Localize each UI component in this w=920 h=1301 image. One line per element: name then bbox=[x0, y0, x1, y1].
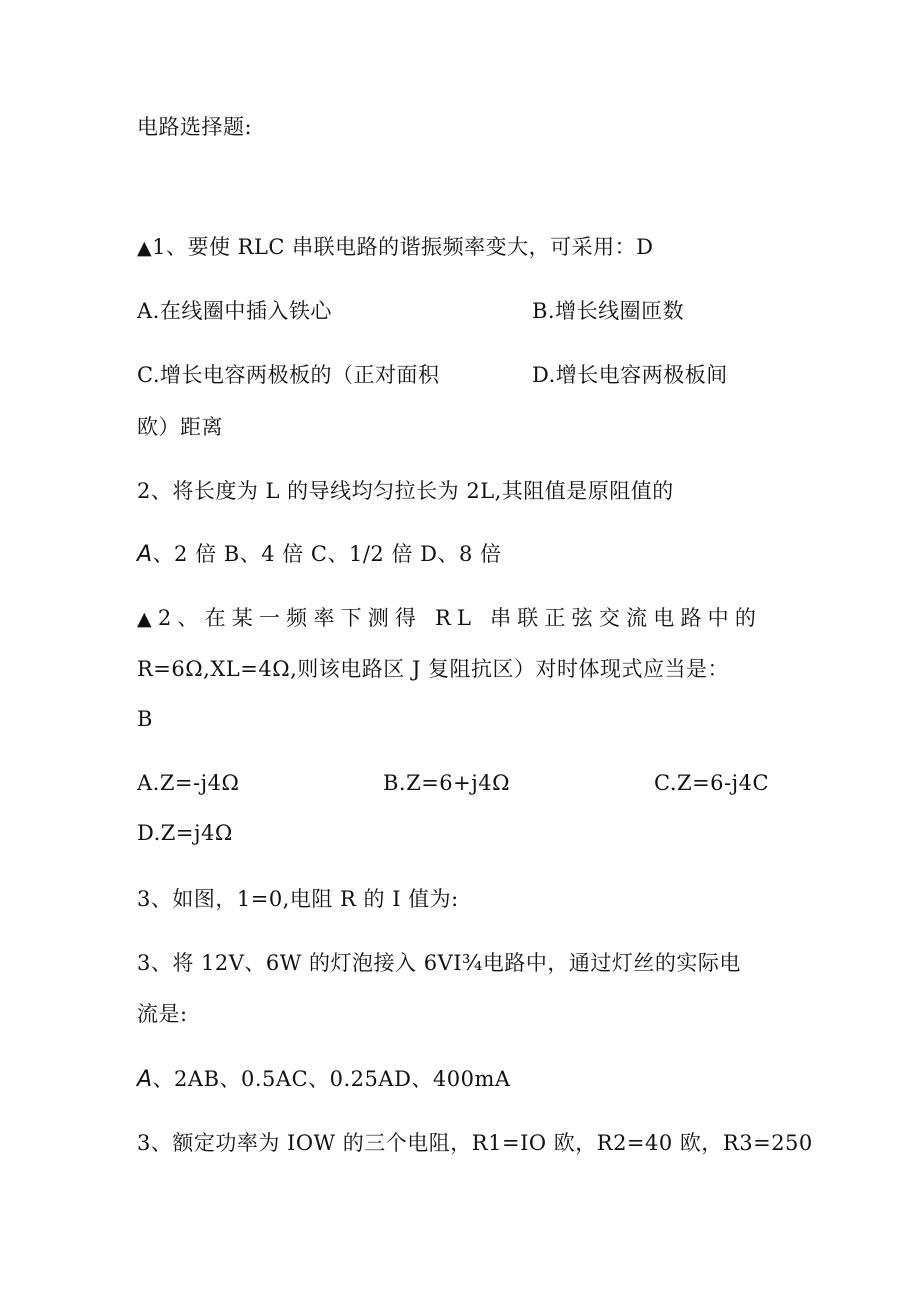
question-2-options bbox=[137, 540, 502, 569]
question-6-stem: 3、额定功率为 IOW 的三个电阻，R1=IO 欧，R2=40 欧，R3=250 bbox=[137, 1131, 813, 1155]
question-1-option-c-cont: 欧）距离 bbox=[137, 415, 223, 439]
triangle-marker-icon: ▲ bbox=[137, 608, 158, 630]
question-2-stem: 2、将长度为 L 的导线均匀拉长为 2L,其阻值是原阻值的 bbox=[137, 479, 674, 503]
question-1-stem bbox=[137, 233, 654, 262]
question-1-text: 1、要使 RLC 串联电路的谐振频率变大，可采用：D bbox=[152, 235, 654, 259]
option-a-label: A bbox=[137, 542, 153, 567]
question-1-option-b: B.增长线圈匝数 bbox=[532, 299, 685, 323]
question-3-option-d: D.Z=j4Ω bbox=[137, 821, 233, 845]
question-5-options bbox=[137, 1065, 511, 1094]
question-3-text: 2、在某一频率下测得 RL 串联正弦交流电路中的 bbox=[157, 606, 763, 630]
option-a-label: A bbox=[137, 1067, 153, 1092]
question-3-stem-line2: R=6Ω,XL=4Ω,则该电路区 J 复阻抗区）对时体现式应当是： bbox=[137, 657, 730, 681]
question-1-option-c: C.增长电容两极板的（正对面积 bbox=[137, 363, 440, 387]
question-3-answer: B bbox=[137, 707, 153, 731]
question-1-option-a: A.在线圈中插入铁心 bbox=[137, 299, 332, 323]
question-3-option-a: A.Z=-j4Ω bbox=[137, 771, 240, 795]
question-1-option-d: D.增长电容两极板间 bbox=[532, 363, 728, 387]
question-5-stem-line1: 3、将 12V、6W 的灯泡接入 6VI¾电路中，通过灯丝的实际电 bbox=[137, 951, 741, 975]
question-5-stem-line2: 流是: bbox=[137, 1002, 188, 1026]
question-3-stem-line1 bbox=[137, 604, 762, 633]
question-2-options-text: 、2 倍 B、4 倍 C、1/2 倍 D、8 倍 bbox=[152, 542, 502, 566]
question-4-stem: 3、如图，1=0,电阻 R 的 I 值为: bbox=[137, 887, 459, 911]
question-5-options-text: 、2AB、0.5AC、0.25AD、400mA bbox=[152, 1067, 511, 1091]
question-3-option-b: B.Z=6+j4Ω bbox=[383, 771, 511, 795]
document-title: 电路选择题: bbox=[137, 115, 253, 139]
question-3-option-c: C.Z=6-j4C bbox=[654, 771, 770, 795]
triangle-marker-icon: ▲ bbox=[137, 237, 153, 259]
